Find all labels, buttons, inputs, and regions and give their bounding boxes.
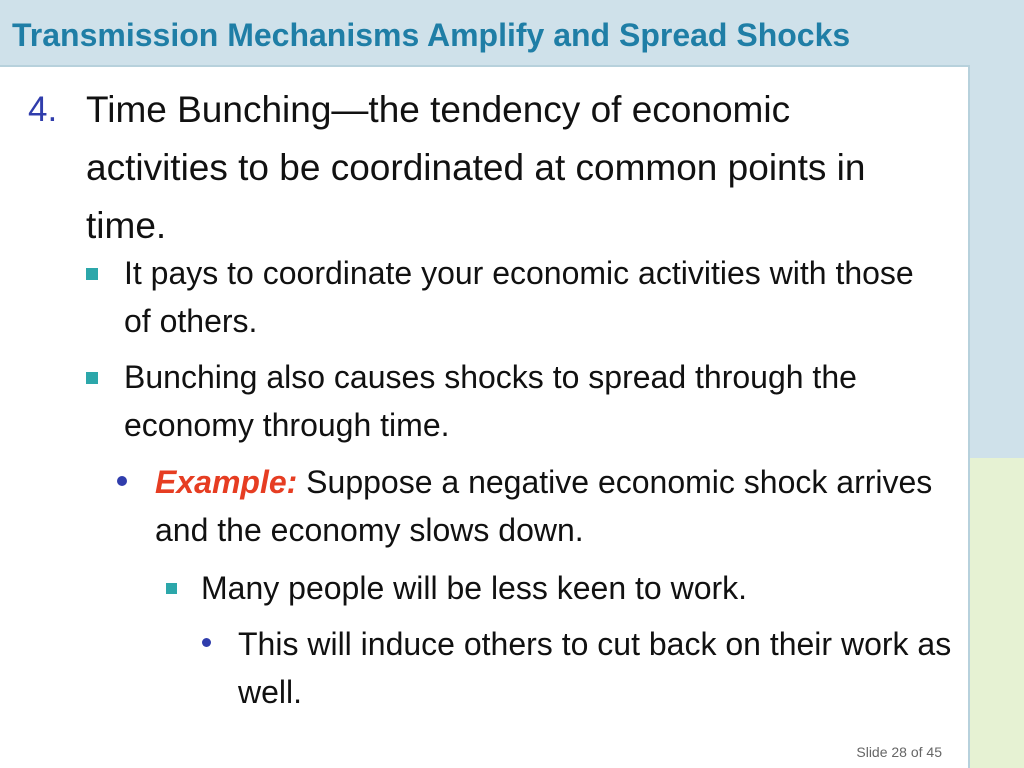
round-bullet-icon — [202, 638, 211, 647]
square-bullet-icon — [86, 372, 98, 384]
slide-title: Transmission Mechanisms Amplify and Spread Shocks — [12, 17, 851, 53]
number-marker: 4. — [28, 90, 58, 129]
point-text: Time Bunching—the tendency of economic activities to be coordinated at common points in time. — [86, 89, 866, 246]
example-bullet — [117, 458, 947, 554]
example-label: Example: — [155, 464, 298, 500]
numbered-point — [28, 81, 928, 255]
round-bullet-icon — [117, 476, 127, 486]
square-bullet-icon — [166, 583, 177, 594]
bullet-item-bunching — [86, 353, 936, 449]
square-bullet-icon — [86, 268, 98, 280]
sub-sub-bullet-text: This will induce others to cut back on their work as well. — [238, 626, 952, 710]
slide-number: Slide 28 of 45 — [856, 744, 942, 760]
bullet-text-bunching: Bunching also causes shocks to spread through the economy through time. — [124, 359, 857, 443]
example-text: Suppose a negative economic shock arrives and the economy slows down. — [155, 464, 933, 548]
sub-bullet-text: Many people will be less keen to work. — [201, 570, 748, 606]
bullet-item-coordinate — [86, 249, 936, 345]
sub-sub-bullet-item — [202, 620, 962, 716]
example-text-block — [155, 458, 947, 554]
sub-bullet-item — [166, 564, 956, 612]
bullet-text-coordinate: It pays to coordinate your economic activities with those of others. — [124, 255, 914, 339]
